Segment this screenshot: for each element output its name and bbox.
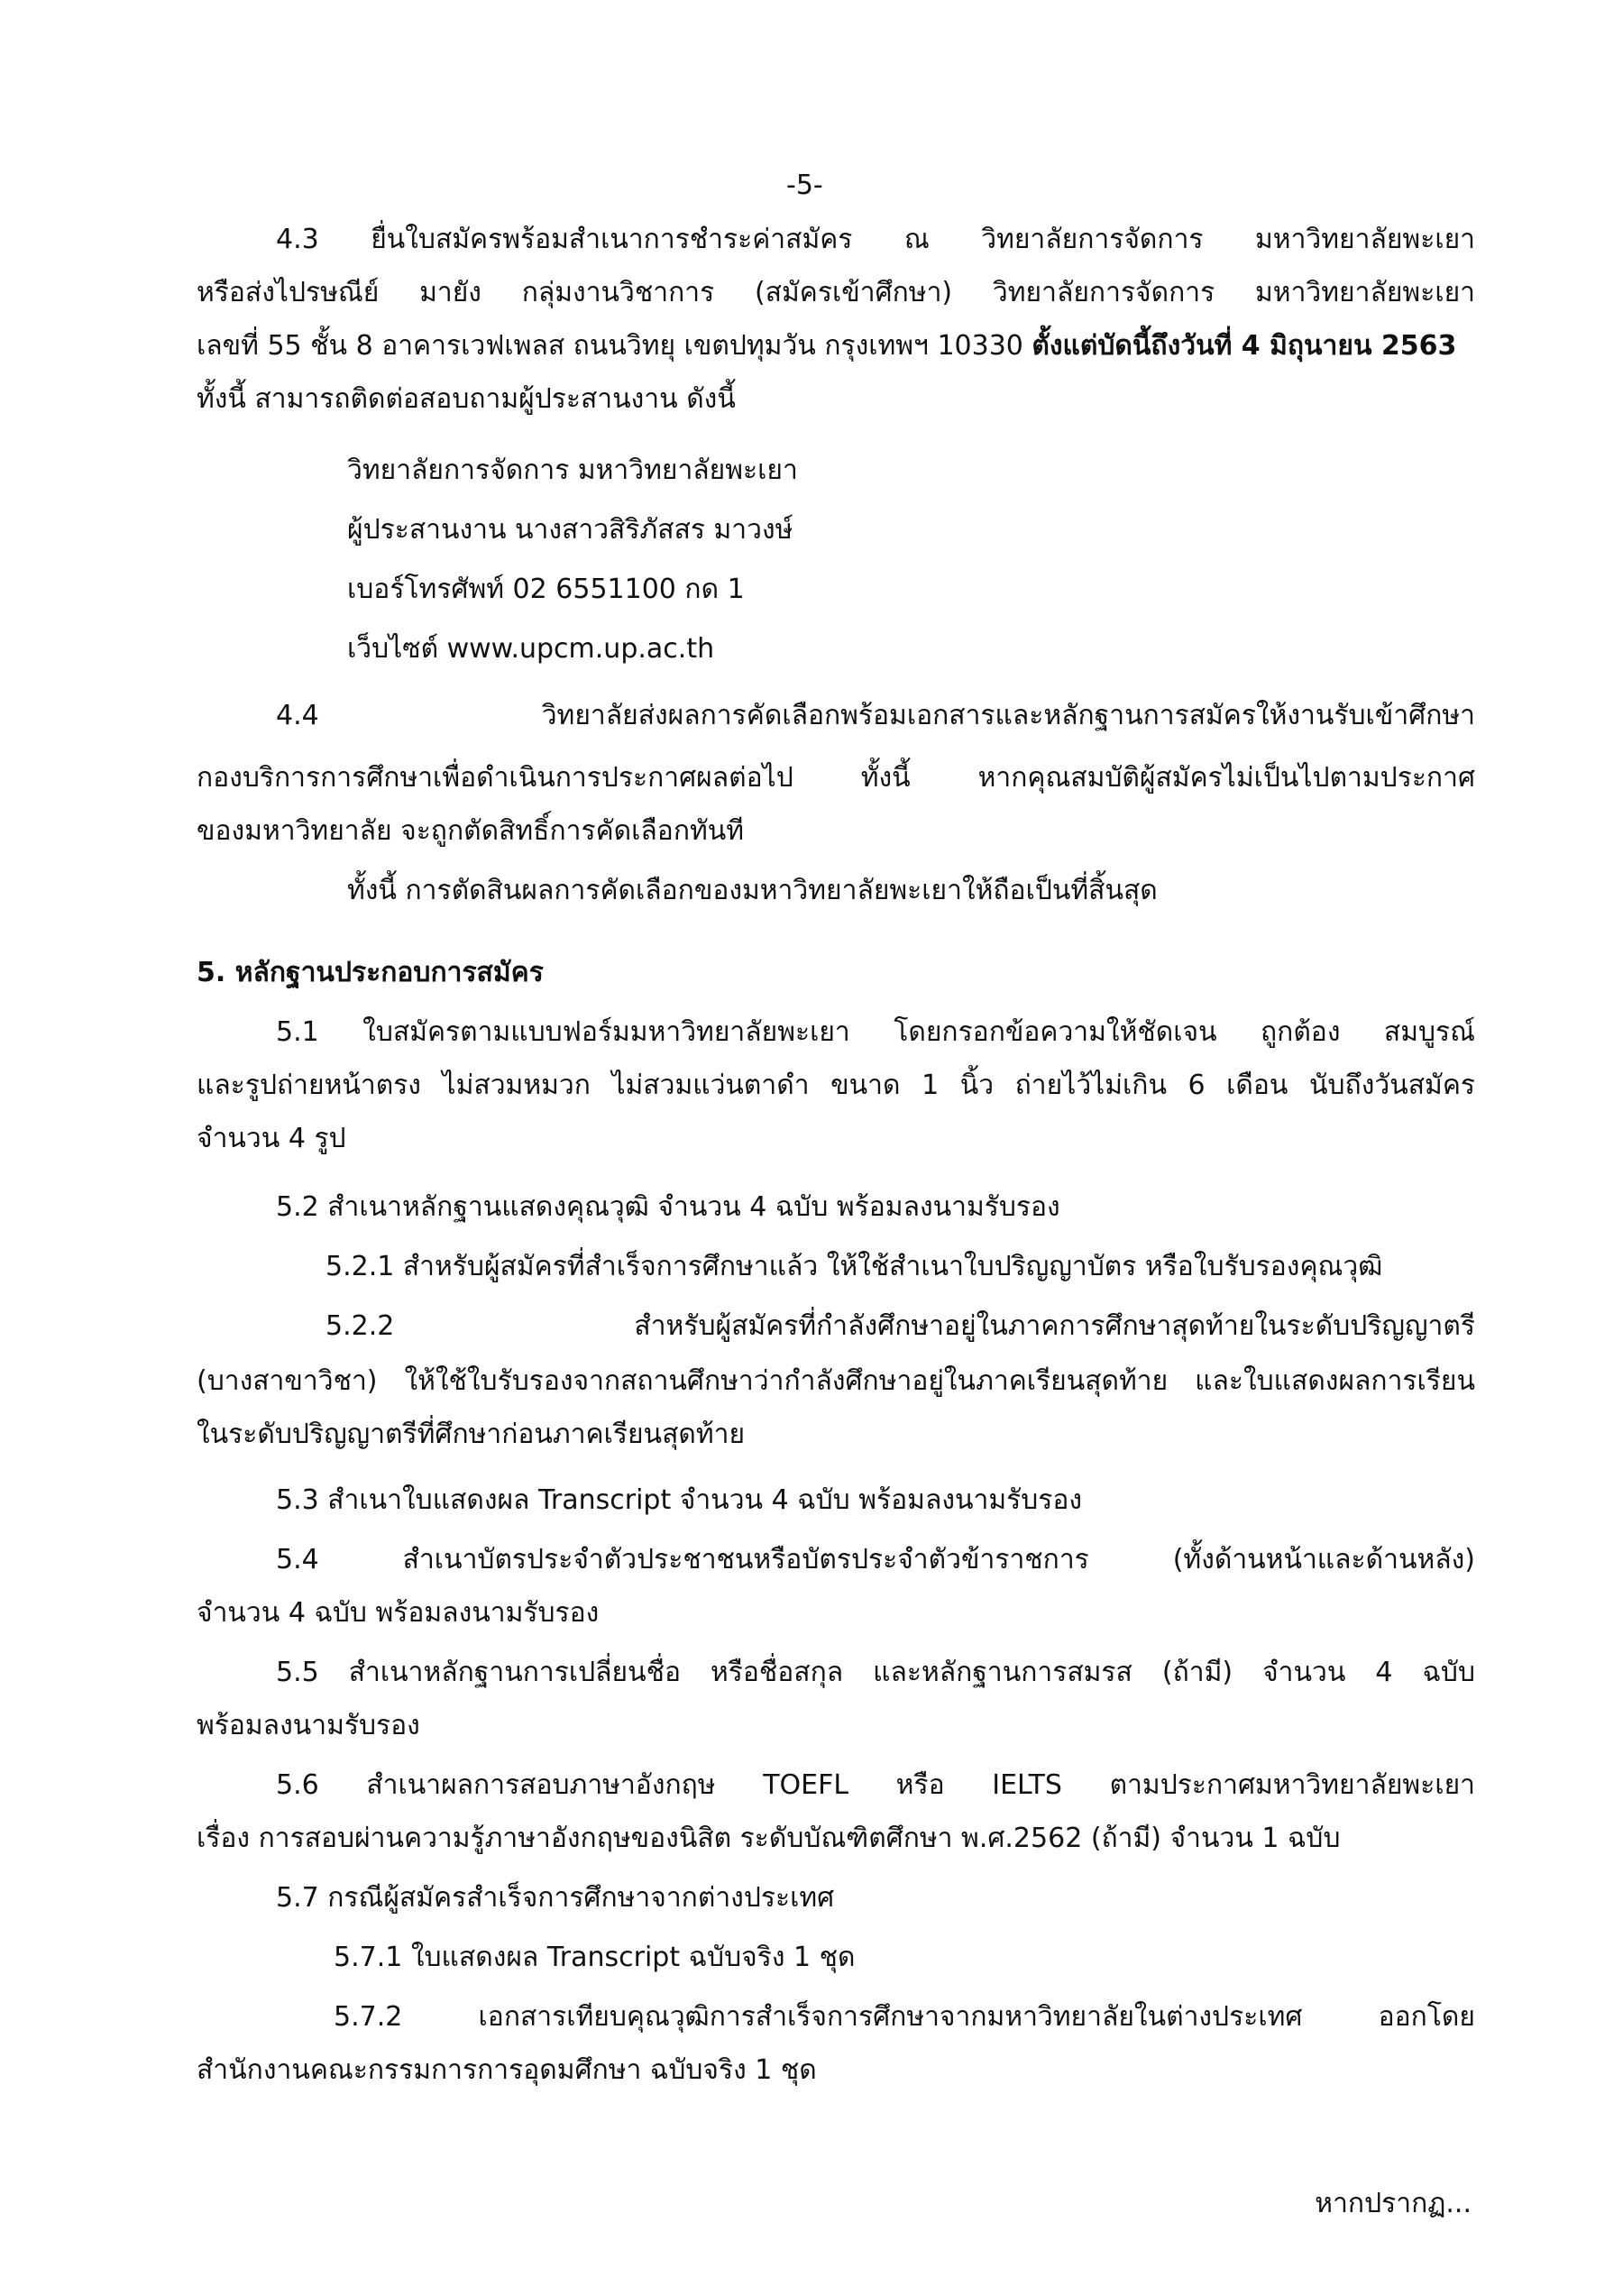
contact-coordinator: ผู้ประสานงาน นางสาวสิริภัสสร มาวงษ์: [347, 514, 793, 546]
item-5-7-1: 5.7.1 ใบแสดงผล Transcript ฉบับจริง 1 ชุด: [334, 1942, 856, 1973]
paragraph-4-3-line-3: [197, 326, 1456, 366]
paragraph-4-3-line-2: หรือส่งไปรษณีย์ มายัง กลุ่มงานวิชาการ (สมัครเข้าศึกษา) วิทยาลัยการจัดการ มหาวิทยาลัยพะเยา: [197, 277, 1475, 308]
deadline-text: ตั้งแต่บัดนี้ถึงวันที่ 4 มิถุนายน 2563: [1032, 330, 1457, 362]
paragraph-4-3-line-1: 4.3 ยื่นใบสมัครพร้อมสำเนาการชำระค่าสมัคร ณ วิทยาลัยการจัดการ มหาวิทยาลัยพะเยา: [276, 224, 1475, 255]
contact-phone: เบอร์โทรศัพท์ 02 6551100 กด 1: [347, 574, 745, 605]
item-5-5-line-1: 5.5 สำเนาหลักฐานการเปลี่ยนชื่อ หรือชื่อสกุล และหลักฐานการสมรส (ถ้ามี) จำนวน 4 ฉบับ: [276, 1657, 1475, 1688]
item-5-1-line-3: จำนวน 4 รูป: [197, 1123, 346, 1154]
item-5-4-line-2: จำนวน 4 ฉบับ พร้อมลงนามรับรอง: [197, 1597, 600, 1629]
paragraph-4-4-line-3: ของมหาวิทยาลัย จะถูกตัดสิทธิ์การคัดเลือกทันที: [197, 815, 745, 847]
item-5-1-line-2: และรูปถ่ายหน้าตรง ไม่สวมหมวก ไม่สวมแว่นตาดำ ขนาด 1 นิ้ว ถ่ายไว้ไม่เกิน 6 เดือน นับถึงวันสมัคร: [197, 1070, 1475, 1101]
continuation-note: หากปรากฏ...: [1315, 2188, 1472, 2219]
item-5-2-2-line-1: 5.2.2 สำหรับผู้สมัครที่กำลังศึกษาอยู่ในภาคการศึกษาสุดท้ายในระดับปริญญาตรี: [326, 1310, 1475, 1342]
item-5-7-2-line-1: 5.7.2 เอกสารเทียบคุณวุฒิการสำเร็จการศึกษาจากมหาวิทยาลัยในต่างประเทศ ออกโดย: [334, 2001, 1475, 2033]
page-number: -5-: [786, 170, 823, 201]
item-5-7: 5.7 กรณีผู้สมัครสำเร็จการศึกษาจากต่างประเทศ: [276, 1882, 835, 1914]
item-5-2: 5.2 สำเนาหลักฐานแสดงคุณวุฒิ จำนวน 4 ฉบับ พร้อมลงนามรับรอง: [276, 1191, 1060, 1223]
paragraph-4-4-line-1: 4.4 วิทยาลัยส่งผลการคัดเลือกพร้อมเอกสารและหลักฐานการสมัครให้งานรับเข้าศึกษา: [276, 700, 1475, 731]
contact-website: เว็บไซต์ www.upcm.up.ac.th: [347, 633, 715, 665]
address-text: เลขที่ 55 ชั้น 8 อาคารเวฟเพลส ถนนวิทยุ เขตปทุมวัน กรุงเทพฯ 10330: [197, 330, 1032, 362]
item-5-7-2-line-2: สำนักงานคณะกรรมการการอุดมศึกษา ฉบับจริง 1 ชุด: [197, 2054, 817, 2086]
item-5-6-line-2: เรื่อง การสอบผ่านความรู้ภาษาอังกฤษของนิสิต ระดับบัณฑิตศึกษา พ.ศ.2562 (ถ้ามี) จำนวน 1 ฉบับ: [197, 1823, 1341, 1854]
section-5-heading: 5. หลักฐานประกอบการสมัคร: [197, 957, 544, 988]
item-5-5-line-2: พร้อมลงนามรับรอง: [197, 1710, 420, 1741]
item-5-3: 5.3 สำเนาใบแสดงผล Transcript จำนวน 4 ฉบับ พร้อมลงนามรับรอง: [276, 1484, 1083, 1516]
item-5-4-line-1: 5.4 สำเนาบัตรประจำตัวประชาชนหรือบัตรประจำตัวข้าราชการ (ทั้งด้านหน้าและด้านหลัง): [276, 1544, 1475, 1575]
paragraph-4-3-line-4: ทั้งนี้ สามารถติดต่อสอบถามผู้ประสานงาน ดังนี้: [197, 383, 736, 415]
contact-college: วิทยาลัยการจัดการ มหาวิทยาลัยพะเยา: [347, 455, 798, 486]
paragraph-4-4-line-4: ทั้งนี้ การตัดสินผลการคัดเลือกของมหาวิทยาลัยพะเยาให้ถือเป็นที่สิ้นสุด: [347, 875, 1158, 906]
paragraph-4-4-line-2: กองบริการการศึกษาเพื่อดำเนินการประกาศผลต่อไป ทั้งนี้ หากคุณสมบัติผู้สมัครไม่เป็นไปตามประกาศ: [197, 762, 1475, 794]
item-5-6-line-1: 5.6 สำเนาผลการสอบภาษาอังกฤษ TOEFL หรือ IELTS ตามประกาศมหาวิทยาลัยพะเยา: [276, 1769, 1475, 1801]
item-5-2-2-line-2: (บางสาขาวิชา) ให้ใช้ใบรับรองจากสถานศึกษาว่ากำลังศึกษาอยู่ในภาคเรียนสุดท้าย และใบแสดงผลการเรียน: [197, 1365, 1475, 1397]
item-5-1-line-1: 5.1 ใบสมัครตามแบบฟอร์มมหาวิทยาลัยพะเยา โดยกรอกข้อความให้ชัดเจน ถูกต้อง สมบูรณ์: [276, 1016, 1475, 1048]
item-5-2-1: 5.2.1 สำหรับผู้สมัครที่สำเร็จการศึกษาแล้ว ให้ใช้สำเนาใบปริญญาบัตร หรือใบรับรองคุณวุฒิ: [326, 1251, 1383, 1282]
item-5-2-2-line-3: ในระดับปริญญาตรีที่ศึกษาก่อนภาคเรียนสุดท้าย: [197, 1419, 746, 1450]
